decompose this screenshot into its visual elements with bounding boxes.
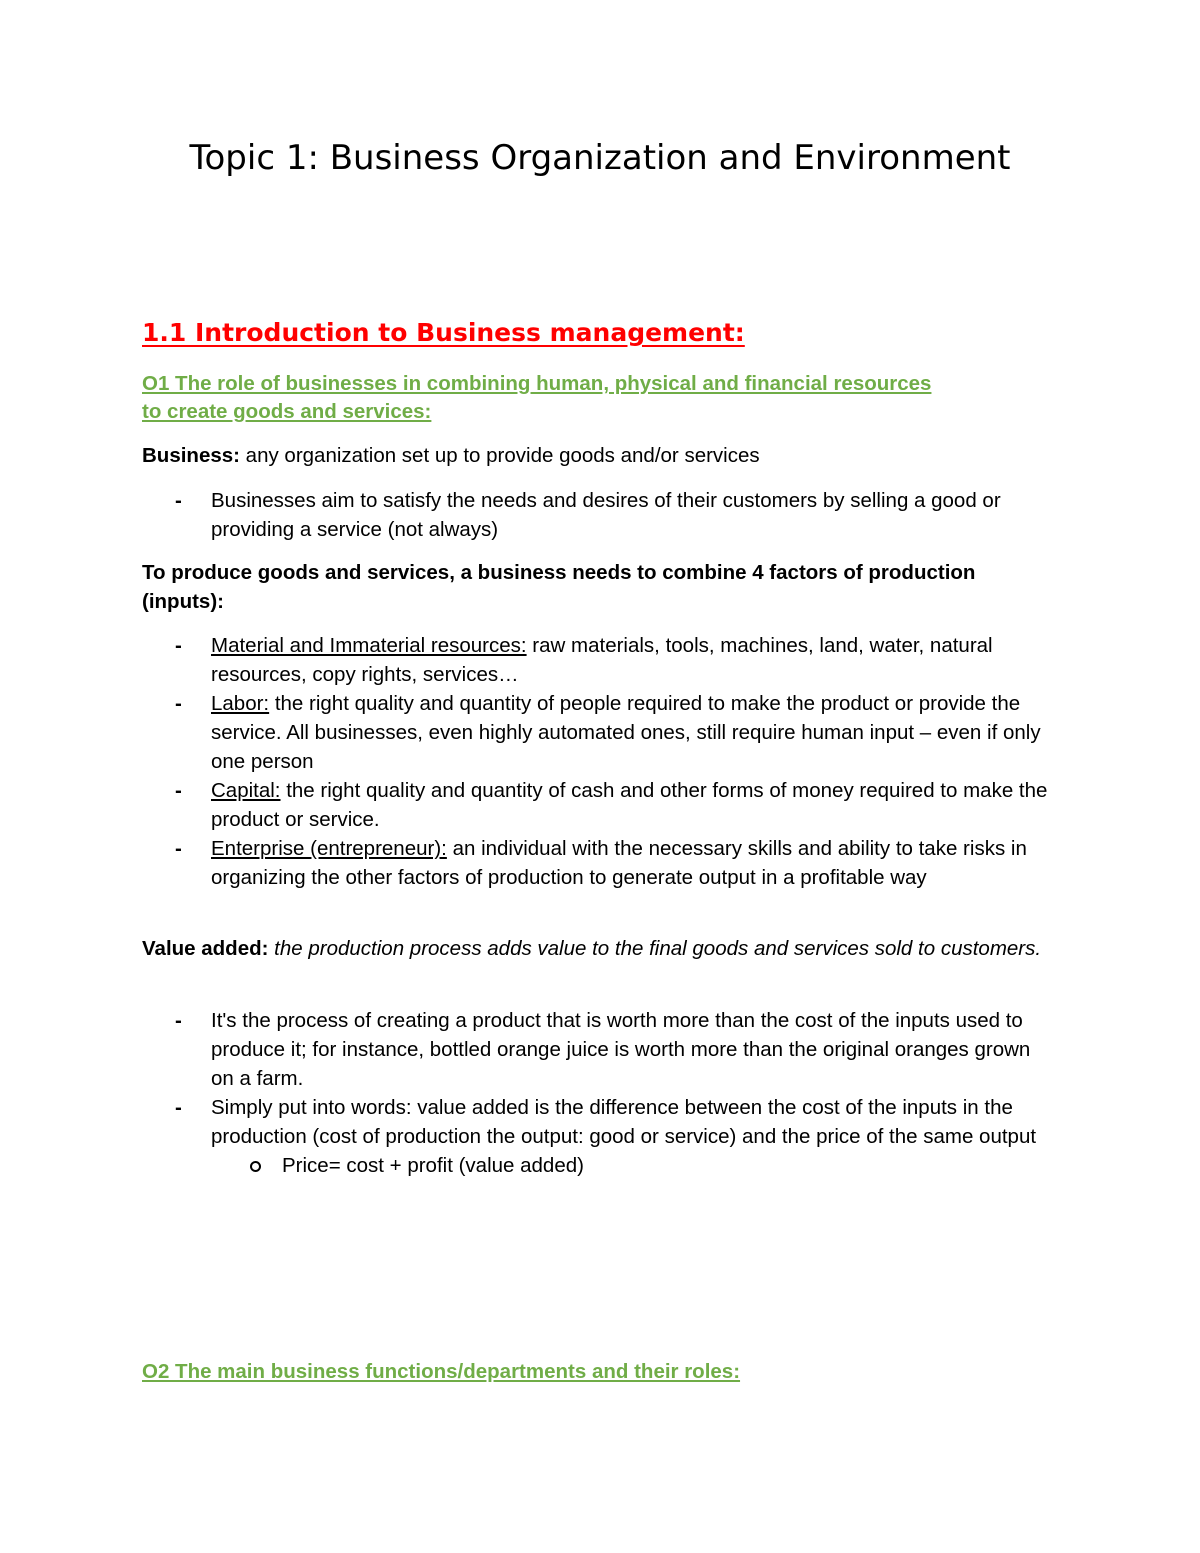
- list-item: [142, 486, 1052, 544]
- factor-text: the right quality and quantity of people required to make the product or provide the service. All businesses, even highly automated ones, still require human input – even if only one person: [211, 692, 1041, 773]
- dash-bullet-icon: -: [175, 1009, 182, 1032]
- business-bullet-list: [142, 486, 1052, 544]
- objective-heading-o1-line1: O1 The role of businesses in combining human, physical and financial resources: [142, 372, 932, 395]
- sub-list-item-text: Price= cost + profit (value added): [282, 1154, 584, 1177]
- factors-list: [142, 631, 1052, 892]
- factor-term: Material and Immaterial resources:: [211, 634, 527, 657]
- sub-list-item: [211, 1151, 1052, 1180]
- section-heading-1-1: 1.1 Introduction to Business management:: [142, 318, 745, 347]
- list-item: [142, 1006, 1052, 1093]
- value-added-definition: [142, 934, 1072, 963]
- document-title: Topic 1: Business Organization and Environment: [189, 138, 1011, 178]
- factor-text: raw materials, tools, machines, land, water, natural resources, copy rights, services…: [211, 634, 993, 686]
- business-definition: [142, 441, 1062, 470]
- value-added-term: Value added:: [142, 937, 269, 960]
- factor-text: the right quality and quantity of cash and other forms of money required to make the product or service.: [211, 779, 1048, 831]
- objective-heading-o1-line2: to create goods and services:: [142, 400, 432, 423]
- value-added-list: [142, 1006, 1052, 1180]
- list-item: [142, 834, 1052, 892]
- dash-bullet-icon: -: [175, 692, 182, 715]
- factor-term: Labor:: [211, 692, 270, 715]
- factor-term: Capital:: [211, 779, 281, 802]
- factor-text: an individual with the necessary skills and ability to take risks in organizing the other factors of production to generate output in a profitable way: [211, 837, 1027, 889]
- dash-bullet-icon: -: [175, 837, 182, 860]
- list-item: [142, 689, 1052, 776]
- list-item-text: Simply put into words: value added is the difference between the cost of the inputs in the production (cost of production the output: good or service) and the price of the same output: [211, 1096, 1037, 1148]
- objective-heading-o2: O2 The main business functions/departments and their roles:: [142, 1360, 741, 1383]
- list-item: [142, 776, 1052, 834]
- value-added-text: the production process adds value to the final goods and services sold to customers.: [268, 937, 1042, 960]
- dash-bullet-icon: -: [175, 779, 182, 802]
- dash-bullet-icon: -: [175, 1096, 182, 1119]
- business-term: Business:: [142, 444, 240, 467]
- list-item: [142, 1093, 1052, 1180]
- dash-bullet-icon: -: [175, 634, 182, 657]
- value-added-sub-list: [211, 1151, 1052, 1180]
- factors-intro: To produce goods and services, a business needs to combine 4 factors of production (inputs):: [142, 561, 976, 613]
- circle-bullet-icon: [250, 1161, 261, 1172]
- dash-bullet-icon: -: [175, 489, 182, 512]
- objective-heading-o1: [142, 370, 1072, 426]
- list-item-text: It's the process of creating a product that is worth more than the cost of the inputs used to produce it; for instance, bottled orange juice is worth more than the original oranges grown on a farm.: [211, 1009, 1031, 1090]
- business-definition-text: any organization set up to provide goods and/or services: [239, 444, 760, 467]
- list-item-text: Businesses aim to satisfy the needs and desires of their customers by selling a good or providing a service (not always): [211, 489, 1001, 541]
- list-item: [142, 631, 1052, 689]
- factor-term: Enterprise (entrepreneur):: [211, 837, 447, 860]
